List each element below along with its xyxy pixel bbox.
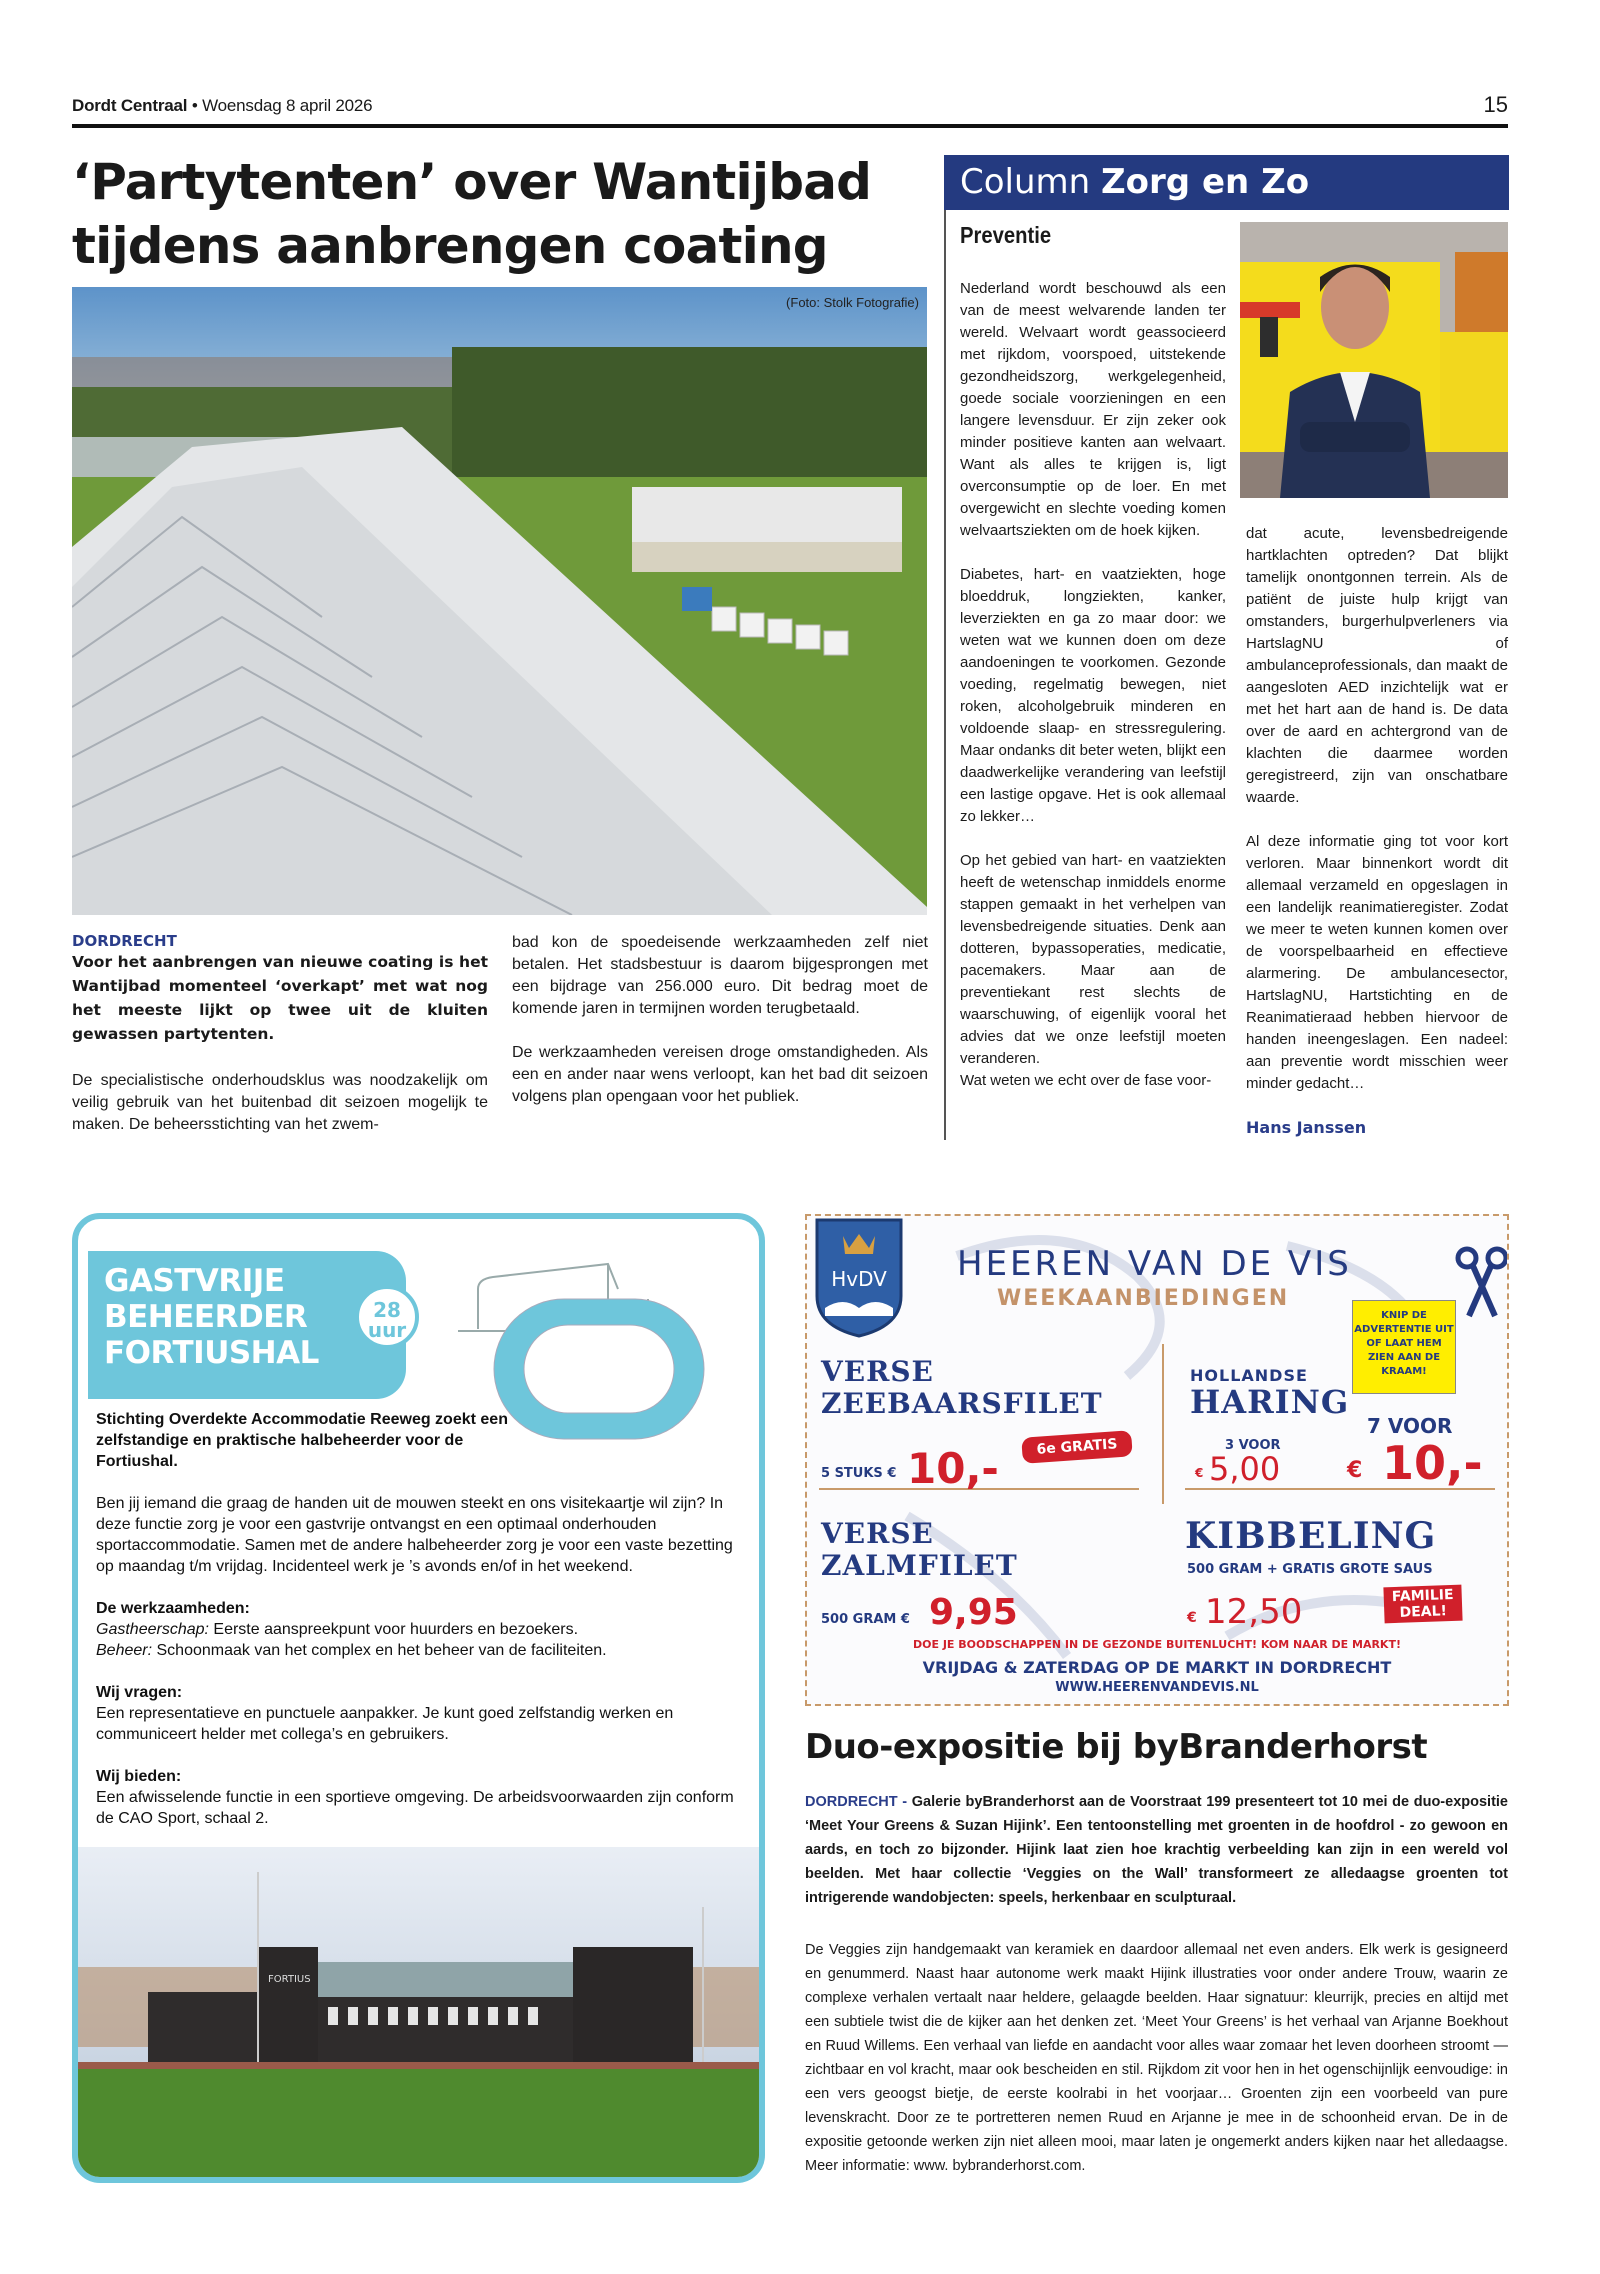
- job-title-line: GASTVRIJE: [104, 1263, 285, 1299]
- offer-tag: FAMILIE DEAL!: [1383, 1585, 1462, 1624]
- column-paragraph: Op het gebied van hart- en vaatziekten heeft de wetenschap inmiddels enorme stappen gemaakt in het verhelpen van levensbedreigende situaties. Denk aan dotteren, bypassoperaties, medicatie, pacemakers. Maar aan de preventiekant rest slechts de waarschuwing, of eigenlijk vooral het advies dat we onze leefstijl moeten veranderen.: [960, 852, 1226, 1067]
- article-dateline: DORDRECHT: [72, 932, 177, 950]
- expo-headline: Duo-expositie bij byBranderhorst: [805, 1727, 1428, 1767]
- headline-line-1: ‘Partytenten’ over Wantijbad: [72, 153, 872, 211]
- currency-symbol: €: [1195, 1466, 1204, 1480]
- offer-name-line: VERSE: [821, 1355, 934, 1388]
- offer-zalm-name: [821, 1518, 1018, 1582]
- offer-haring-name: HARING: [1190, 1383, 1350, 1421]
- job-advertisement: [72, 1213, 765, 2183]
- column-paragraph: Nederland wordt beschouwd als een van de meest welvarende landen ter wereld. Welvaart wordt geassocieerd met rijkdom, voorspoed, uitstekende gezondheidszorg, werkgelegenheid, goede sociale voorzieningen en een langere levensduur. Er zijn zeker ook minder positieve kanten aan welvaart. Want als alles te krijgen is, ligt overconsumptie op de loer. En met overgewicht en slechte voeding komen welvaartsziekten om de hoek kijken.: [960, 280, 1226, 539]
- offer-kibbeling-name: KIBBELING: [1185, 1515, 1437, 1557]
- ask-text: Een representatieve en punctuele aanpakker. Je kunt goed zelfstandig werken en communiceert helder met collega’s en gebruikers.: [96, 1705, 674, 1743]
- offer-heading: Wij bieden:: [96, 1768, 182, 1785]
- offer-name-line: VERSE: [821, 1517, 934, 1550]
- currency-symbol: €: [1347, 1458, 1363, 1483]
- column-header: [944, 155, 1509, 210]
- publication-name: Dordt Centraal: [72, 96, 188, 115]
- hours-unit: uur: [367, 1318, 407, 1342]
- offer-name-line: ZALMFILET: [821, 1549, 1018, 1582]
- column-author: Hans Janssen: [1246, 1118, 1367, 1137]
- hvdv-logo-icon: [813, 1216, 905, 1338]
- header-rule: [72, 124, 1508, 128]
- hours-value: 28: [373, 1298, 401, 1322]
- duty-item: [96, 1640, 736, 1661]
- article-lead: Voor het aanbrengen van nieuwe coating is het Wantijbad momenteel ‘overkapt’ met wat nog het meeste lijkt op twee uit de kluiten gewassen partytenten.: [72, 953, 488, 1043]
- fortiushal-photo: [78, 1847, 759, 2177]
- offer-divider: [1162, 1344, 1164, 1504]
- job-title: [104, 1263, 319, 1371]
- currency-symbol: €: [1187, 1610, 1197, 1626]
- article-headline: [72, 150, 892, 278]
- author-portrait: [1240, 222, 1508, 498]
- fish-slogan: DOE JE BOODSCHAPPEN IN DE GEZONDE BUITENLUCHT! KOM NAAR DE MARKT!: [913, 1638, 1401, 1651]
- running-header: [72, 96, 372, 116]
- job-intro: Stichting Overdekte Accommodatie Reeweg zoekt een zelfstandige en praktische halbeheerder voor de Fortiushal.: [96, 1411, 508, 1470]
- column-name: Zorg en Zo: [1101, 162, 1310, 202]
- duty-text: Schoonmaak van het complex en het beheer van de faciliteiten.: [152, 1642, 607, 1659]
- article-photo-tents: [72, 287, 927, 915]
- expo-lead: [805, 1790, 1508, 1910]
- offer-price: 9,95: [929, 1592, 1018, 1633]
- offer-qty: 7 VOOR: [1367, 1414, 1453, 1438]
- offer-text: Een afwisselende functie in een sportieve omgeving. De arbeidsvoorwaarden zijn conform de CAO Sport, schaal 2.: [96, 1789, 734, 1827]
- fish-subtitle: WEEKAANBIEDINGEN: [997, 1286, 1290, 1311]
- scissors-icon: [1455, 1246, 1509, 1318]
- duty-label: Beheer:: [96, 1642, 153, 1659]
- article-column-1: [72, 932, 488, 1136]
- offer-qty: 500 GRAM €: [821, 1612, 910, 1627]
- ask-heading: Wij vragen:: [96, 1684, 183, 1701]
- offer-haring-prefix: HOLLANDSE: [1190, 1366, 1308, 1385]
- logo-text: HvDV: [831, 1267, 887, 1291]
- article-paragraph: De werkzaamheden vereisen droge omstandigheden. Als een en ander naar wens verloopt, kan het bad dit seizoen volgens plan opengaan voor het publiek.: [512, 1044, 928, 1105]
- column-paragraph: Wat weten we echt over de fase voor-: [960, 1072, 1212, 1089]
- duties-heading: De werkzaamheden:: [96, 1600, 250, 1617]
- offer-price: 5,00: [1209, 1450, 1281, 1488]
- issue-date: Woensdag 8 april 2026: [202, 96, 373, 115]
- headline-line-2: tijdens aanbrengen coating: [72, 217, 828, 275]
- column-paragraph: dat acute, levensbedreigende hartklachten optreden? Dat blijkt tamelijk onontgonnen terrein. Als de patiënt de juiste hulp krijgt van omstanders, burgerhulpverleners via HartslagNU of ambulanceprofessionals, dan maakt de aangesloten AED inzichtelijk wat er met het hart aan de hand is. De data over de aard en achtergrond van de klachten die daarmee worden geregistreerd, zijn van onschatbare waarde.: [1246, 525, 1508, 806]
- offer-zeebaars-name: [821, 1356, 1103, 1420]
- duty-item: [96, 1619, 736, 1640]
- offer-name-line: ZEEBAARSFILET: [821, 1387, 1103, 1420]
- offer-price: 12,50: [1205, 1592, 1303, 1632]
- duty-text: Eerste aanspreekpunt voor huurders en bezoekers.: [208, 1621, 579, 1638]
- tent-photo-illustration: [72, 287, 927, 915]
- offer-tag: 6e GRATIS: [1021, 1430, 1133, 1464]
- offer-detail: 500 GRAM + GRATIS GROTE SAUS: [1187, 1562, 1433, 1577]
- column-label: Column: [960, 162, 1091, 202]
- article-column-2: [512, 932, 928, 1108]
- fish-brand: HEEREN VAN DE VIS: [957, 1244, 1352, 1284]
- building-sign: FORTIUS: [268, 1974, 311, 1985]
- portrait-illustration: [1240, 222, 1508, 498]
- duty-label: Gastheerschap:: [96, 1621, 209, 1638]
- column-text-left: [960, 278, 1226, 1114]
- page-number: 15: [1483, 92, 1508, 117]
- hours-badge: [355, 1285, 419, 1349]
- job-title-line: FORTIUSHAL: [104, 1335, 319, 1371]
- article-paragraph: De specialistische onderhoudsklus was noodzakelijk om veilig gebruik van het buitenbad dit seizoen mogelijk te maken. De beheersstichting van het zwem-: [72, 1072, 488, 1133]
- expo-lead-text: Galerie byBranderhorst aan de Voorstraat 199 presenteert tot 10 mei de duo-expositie ‘Meet Your Greens & Suzan Hijink’. Een tentoonstelling met groenten in de hoofdrol - zo gewoon en aards, en toch zo bijzonder. Hijink laat zien hoe krachtig verbeelding kan zijn in een wereld vol beelden. Met haar collectie ‘Veggies on the Wall’ transformeert ze alledaagse groenten tot intrigerende wandobjecten: speels, herkenbaar en sculpturaal.: [805, 1794, 1508, 1906]
- cut-out-note: KNIP DE ADVERTENTIE UIT OF LAAT HEM ZIEN AAN DE KRAAM!: [1352, 1300, 1456, 1394]
- expo-body: De Veggies zijn handgemaakt van keramiek en daardoor allemaal net even anders. Elk werk is gesigneerd en genummerd. Naast haar autonome werk maakt Hijink illustraties voor onder andere Trouw, waarin ze complexe verhalen vertaalt naar heldere, gelaagde beelden. Haar signatuur: kleurrijk, precies en altijd met een subtiele twist die de kijker aan het denken zet. ‘Meet Your Greens’ is het verhaal van Arjanne Boekhout en Ruud Willems. Een verhaal van liefde en aandacht voor alles waar zomaar het leven doorheen stroomt — zichtbaar en vol kracht, maar ook bescheiden en stil. Rijkdom zit voor hen in het ogenschijnlijk eenvoudige: in een vers geoogst bietje, de eerste koolrabi in het voorjaar… Groenten zijn een voorbeeld van pure levenskracht. Door ze te portretteren nemen Ruud en Arjanne je mee in de schoonheid ervan. De in de expositie getoonde werken zijn niet alleen mooi, maar laten je ongemerkt anders kijken naar het alledaagse. Meer informatie: www. bybranderhorst.com.: [805, 1942, 1508, 2174]
- job-body: Ben jij iemand die graag de handen uit de mouwen steekt en ons visitekaartje wil zijn? In deze functie zorg je voor een gastvrije ontvangst en een optimaal onderhouden sportaccommodatie. Samen met de andere halbeheerder zorg je voor een vaste bezetting op maandag t/m vrijdag. Incidenteel werk je ’s avonds en/of in het weekend.: [96, 1495, 733, 1575]
- column-paragraph: Diabetes, hart- en vaatziekten, hoge bloeddruk, longziekten, kanker, leverziekten en ga zo maar door: we weten wat we kunnen doen om deze aandoeningen te voorkomen. Gezonde voeding, regelmatig bewegen, niet roken, alcoholgebruik minderen en voldoende slaap- en stressregulering. Maar ondanks dit beter weten, blijkt een daadwerkelijke verandering van leefstijl een lastige opgave. Het is ook allemaal zo lekker…: [960, 566, 1226, 825]
- fish-website-link[interactable]: WWW.HEERENVANDEVIS.NL: [1055, 1680, 1259, 1695]
- offer-price: 10,-: [1382, 1436, 1483, 1490]
- column-paragraph: Al deze informatie ging tot voor kort verloren. Maar binnenkort wordt dit allemaal verzameld en opgeslagen in een landelijk reanimatieregister. Zodat we meer te weten kunnen komen over de voorspelbaarheid en effectieve alarmering. De ambulancesector, HartslagNU, Hartstichting en de Reanimatieraad hebben hiervoor de handen ineengeslagen. Een nadeel: aan preventie wordt misschien weer minder gedacht…: [1246, 833, 1508, 1092]
- job-title-line: BEHEERDER: [104, 1299, 308, 1335]
- fish-market-days: VRIJDAG & ZATERDAG OP DE MARKT IN DORDRECHT: [922, 1658, 1392, 1677]
- article-paragraph: bad kon de spoedeisende werkzaamheden zelf niet betalen. Het stadsbestuur is daarom bijgesprongen met een bijdrage van 256.000 euro. Dit bedrag moet de komende jaren in termijnen worden terugbetaald.: [512, 934, 928, 1017]
- photo-credit: (Foto: Stolk Fotografie): [786, 295, 919, 310]
- offer-qty: 3 VOOR: [1225, 1438, 1281, 1453]
- expo-dateline: DORDRECHT -: [805, 1794, 908, 1810]
- column-title: Preventie: [960, 222, 1052, 248]
- fish-advertisement: [805, 1214, 1509, 1706]
- offer-price: 10,-: [907, 1444, 999, 1493]
- job-description: [96, 1409, 736, 1892]
- offer-qty: 5 STUKS €: [821, 1466, 897, 1481]
- header-separator: •: [191, 96, 198, 115]
- column-text-right: [1246, 523, 1508, 1139]
